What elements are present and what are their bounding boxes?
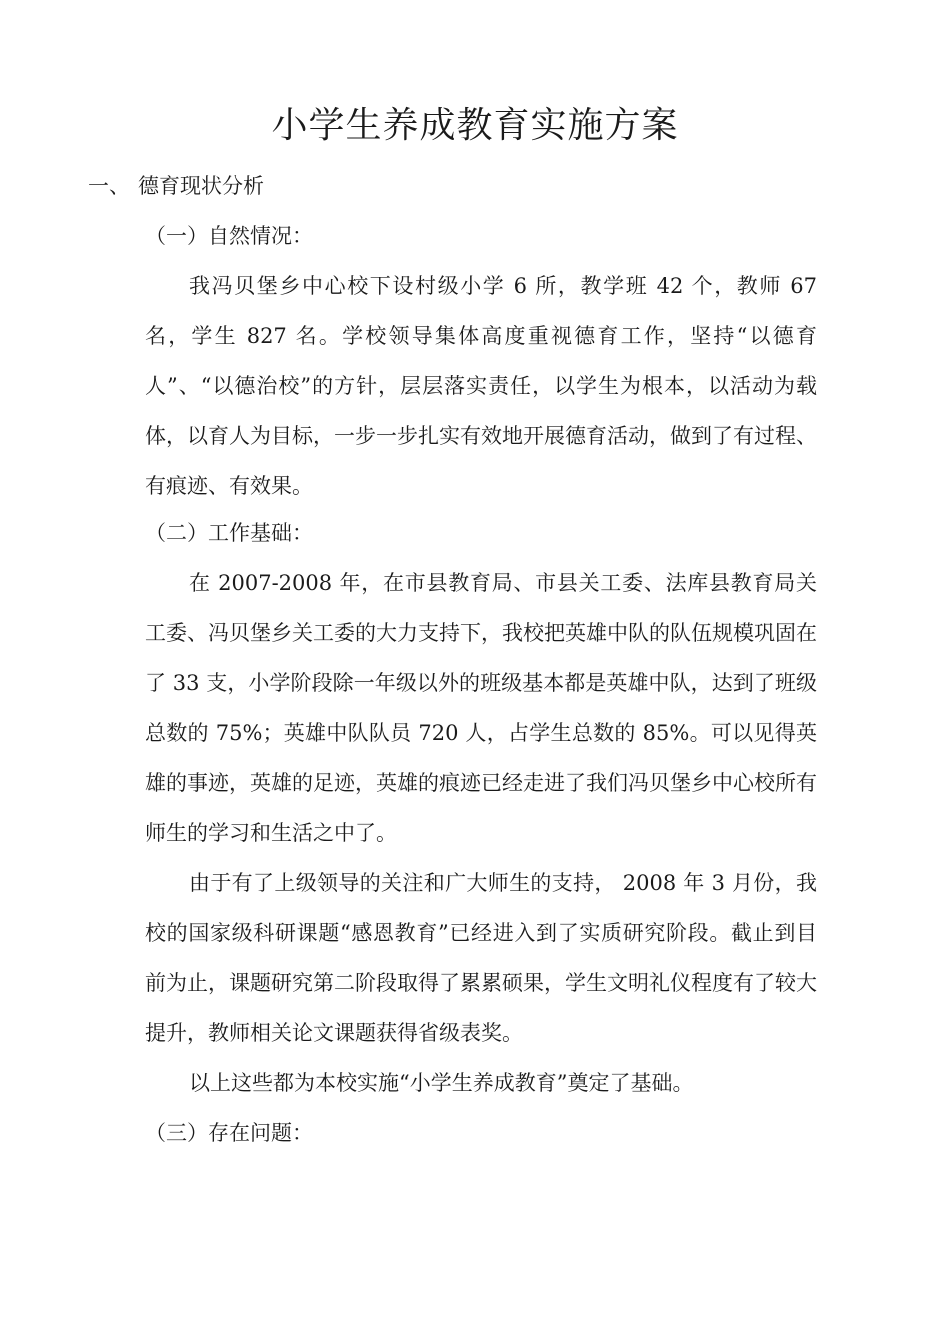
section-heading-1 (88, 171, 264, 201)
paragraph-work-foundation-3: 以上这些都为本校实施“小学生养成教育”奠定了基础。 (189, 1071, 694, 1095)
subsection-heading-1: （一）自然情况： (145, 224, 313, 248)
section-number: 一、 (88, 174, 130, 198)
paragraph-work-foundation-1: 在 2007-2008 年，在市县教育局、市县关工委、法库县教育局关工委、冯贝堡乡关工委的大力支持下，我校把英雄中队的队伍规模巩固在了 33 支，小学阶段除一年级以外的班级基本都是英雄中队，达到了班级总数的 75%；英雄中队队员 720 人，占学生总数的 85%。可以见得英雄的事迹，英雄的足迹，英雄的痕迹已经走进了我们冯贝堡乡中心校所有师生的学习和生活之中了。 (145, 571, 817, 845)
paragraph-work-foundation-2: 由于有了上级领导的关注和广大师生的支持， 2008 年 3 月份，我校的国家级科研课题“感恩教育”已经进入到了实质研究阶段。截止到目前为止，课题研究第二阶段取得了累累硕果，学生文明礼仪程度有了较大提升，教师相关论文课题获得省级表奖。 (145, 871, 817, 1045)
subsection-heading-3: （三）存在问题： (145, 1121, 313, 1145)
paragraph-natural-situation: 我冯贝堡乡中心校下设村级小学 6 所，教学班 42 个，教师 67 名，学生 827 名。学校领导集体高度重视德育工作，坚持“以德育人”、“以德治校”的方针，层层落实责任，以学生为根本，以活动为载体，以育人为目标，一步一步扎实有效地开展德育活动，做到了有过程、有痕迹、有效果。 (145, 274, 817, 498)
subsection-heading-2: （二）工作基础： (145, 521, 313, 545)
section-title: 德育现状分析 (138, 174, 264, 198)
document-title: 小学生养成教育实施方案 (271, 105, 679, 146)
